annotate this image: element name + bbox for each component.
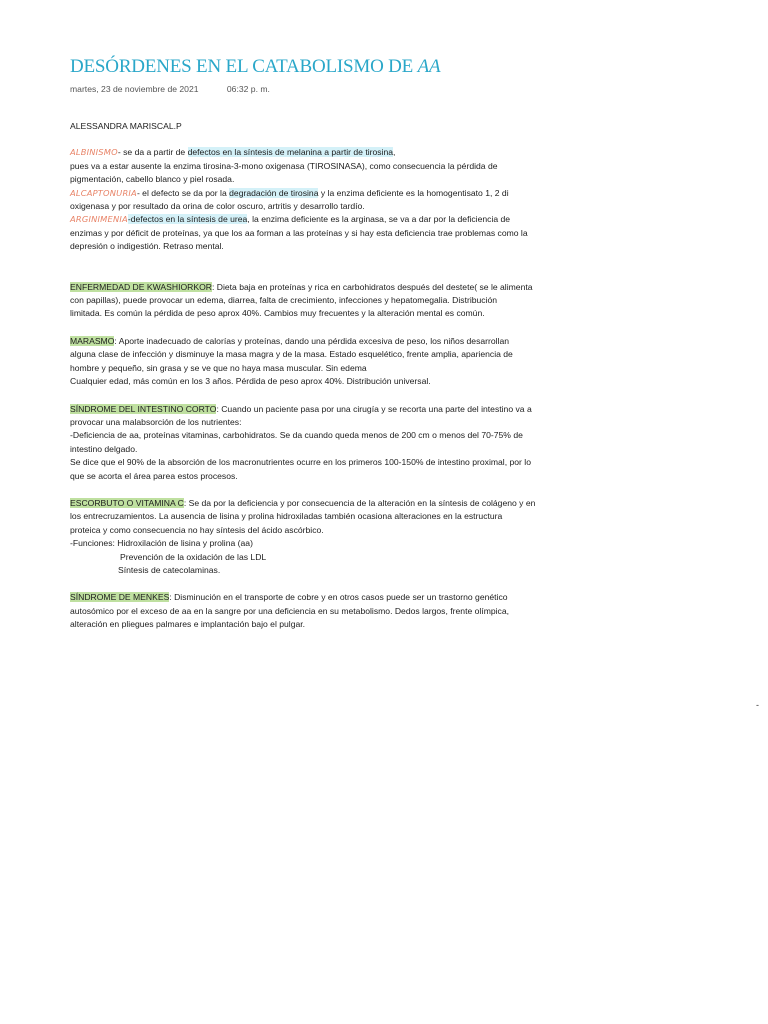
section-marasmo bbox=[70, 335, 610, 389]
marasmo-line-1 bbox=[70, 335, 610, 348]
argininemia-term: ARGINIMENIA bbox=[70, 214, 128, 225]
albinismo-line-1 bbox=[70, 146, 610, 159]
escorbuto-line-6: Síntesis de catecolaminas. bbox=[118, 564, 221, 575]
page-title bbox=[70, 56, 440, 78]
spacer bbox=[70, 254, 610, 281]
marasmo-line-3: hombre y pequeño, sin grasa y se ve que no haya masa muscular. Sin edema bbox=[70, 362, 367, 373]
section-alcaptonuria bbox=[70, 187, 610, 214]
albinismo-after: , bbox=[393, 147, 396, 158]
page-time: 06:32 p. m. bbox=[226, 84, 270, 94]
escorbuto-text-1: : Se da por la deficiencia y por consecuencia de la alteración en la síntesis de colágeno y en bbox=[183, 497, 536, 508]
albinismo-term: ALBINISMO bbox=[70, 147, 118, 158]
kwashiorkor-line-2: con papillas), puede provocar un edema, diarrea, falta de crecimiento, infecciones y hepatomegalia. Distribución bbox=[70, 295, 498, 306]
argininemia-after: , la enzima deficiente es la arginasa, se va a dar por la deficiencia de bbox=[247, 214, 511, 225]
intestino-heading: SÍNDROME DEL INTESTINO CORTO bbox=[70, 403, 217, 414]
argininemia-line-1 bbox=[70, 213, 610, 226]
spacer bbox=[70, 321, 610, 335]
albinismo-line-3: pigmentación, cabello blanco y piel rosada. bbox=[70, 174, 235, 185]
escorbuto-line-5: Prevención de la oxidación de las LDL bbox=[120, 551, 267, 562]
menkes-heading: SÍNDROME DE MENKES bbox=[70, 592, 170, 603]
intestino-text-1: : Cuando un paciente pasa por una cirugía y se recorta una parte del intestino va a bbox=[216, 403, 532, 414]
kwashiorkor-line-3: limitada. Es común la pérdida de peso aprox 40%. Cambios muy frecuentes y la alteración mental es común. bbox=[70, 308, 485, 319]
alcaptonuria-highlight: degradación de tirosina bbox=[229, 187, 319, 198]
escorbuto-line-4: -Funciones: Hidroxilación de lisina y prolina (aa) bbox=[70, 538, 253, 549]
author-name: ALESSANDRA MARISCAL.P bbox=[70, 121, 182, 131]
menkes-line-3: alteración en pliegues palmares e implantación bajo el pulgar. bbox=[70, 619, 306, 630]
kwashiorkor-heading: ENFERMEDAD DE KWASHIORKOR bbox=[70, 281, 212, 292]
marasmo-line-4: Cualquier edad, más común en los 3 años. Pérdida de peso aprox 40%. Distribución universal. bbox=[70, 376, 431, 387]
menkes-line-1 bbox=[70, 591, 610, 604]
albinismo-line-2: pues va a estar ausente la enzima tirosina-3-mono oxigenasa (TIROSINASA), como consecuencia la pérdida de bbox=[70, 160, 498, 171]
argininemia-line-3: depresión o indigestión. Retraso mental. bbox=[70, 241, 224, 252]
alcaptonuria-term: ALCAPTONURIA bbox=[70, 187, 137, 198]
argininemia-line-2: enzimas y por déficit de proteínas, ya que los aa forman a las proteínas y si hay esta deficiencia trae problemas como la bbox=[70, 227, 528, 238]
spacer bbox=[70, 483, 610, 497]
marasmo-line-2: alguna clase de infección y disminuye la masa magra y de la masa. Estado esquelético, frente amplia, apariencia de bbox=[70, 349, 513, 360]
kwashiorkor-text-1: : Dieta baja en proteínas y rica en carbohidratos después del destete( se le alimenta bbox=[211, 281, 533, 292]
spacer bbox=[70, 389, 610, 403]
section-albinismo bbox=[70, 146, 610, 186]
alcaptonuria-line-2: oxigenasa y por resultado da orina de color oscuro, artritis y desarrollo tardío. bbox=[70, 201, 365, 212]
section-argininemia bbox=[70, 213, 610, 253]
intestino-line-4: intestino delgado. bbox=[70, 443, 138, 454]
escorbuto-heading: ESCORBUTO O VITAMINA C bbox=[70, 497, 184, 508]
alcaptonuria-after: y la enzima deficiente es la homogentisato 1, 2 di bbox=[318, 187, 509, 198]
page-meta bbox=[70, 84, 270, 94]
stray-dash-mark: - bbox=[756, 700, 759, 710]
intestino-line-1 bbox=[70, 403, 610, 416]
marasmo-text-1: : Aporte inadecuado de calorías y proteínas, dando una pérdida excesiva de peso, los niños desarrollan bbox=[114, 335, 510, 346]
intestino-line-6: que se acorta el área parea estos procesos. bbox=[70, 470, 238, 481]
section-kwashiorkor bbox=[70, 281, 610, 321]
alcaptonuria-lead: - el defecto se da por la bbox=[136, 187, 230, 198]
intestino-line-2: provocar una malabsorción de los nutrientes: bbox=[70, 416, 242, 427]
menkes-line-2: autosómico por el exceso de aa en la sangre por una deficiencia en su metabolismo. Dedos largos, frente olímpica, bbox=[70, 605, 510, 616]
marasmo-heading: MARASMO bbox=[70, 335, 115, 346]
intestino-line-3: -Deficiencia de aa, proteínas vitaminas, carbohidratos. Se da cuando queda menos de 200 cm o menos del 70-75% de bbox=[70, 430, 523, 441]
escorbuto-line-3: proteica y como consecuencia no hay síntesis del ácido ascórbico. bbox=[70, 524, 324, 535]
section-menkes bbox=[70, 591, 610, 631]
page-title-main: DESÓRDENES EN EL CATABOLISMO DE bbox=[70, 56, 418, 77]
albinismo-lead: - se da a partir de bbox=[117, 147, 188, 158]
spacer bbox=[70, 133, 610, 146]
argininemia-highlight: -defectos en la síntesis de urea bbox=[127, 214, 248, 225]
section-intestino-corto bbox=[70, 403, 610, 483]
menkes-text-1: : Disminución en el transporte de cobre y en otros casos puede ser un trastorno genético bbox=[169, 592, 508, 603]
escorbuto-line-2: los entrecruzamientos. La ausencia de lisina y prolina hidroxiladas también ocasiona alteraciones en la estructura bbox=[70, 511, 503, 522]
intestino-line-5: Se dice que el 90% de la absorción de los macronutrientes ocurre en los primeros 100-150% de intestino proximal, por lo bbox=[70, 457, 531, 468]
section-escorbuto bbox=[70, 497, 610, 577]
note-body bbox=[70, 120, 610, 632]
kwashiorkor-line-1 bbox=[70, 281, 610, 294]
page-title-tail: AA bbox=[417, 56, 441, 77]
albinismo-highlight: defectos en la síntesis de melanina a partir de tirosina bbox=[187, 147, 394, 158]
escorbuto-line-1 bbox=[70, 497, 610, 510]
page-date: martes, 23 de noviembre de 2021 bbox=[70, 84, 199, 94]
spacer bbox=[70, 577, 610, 591]
alcaptonuria-line-1 bbox=[70, 187, 610, 200]
